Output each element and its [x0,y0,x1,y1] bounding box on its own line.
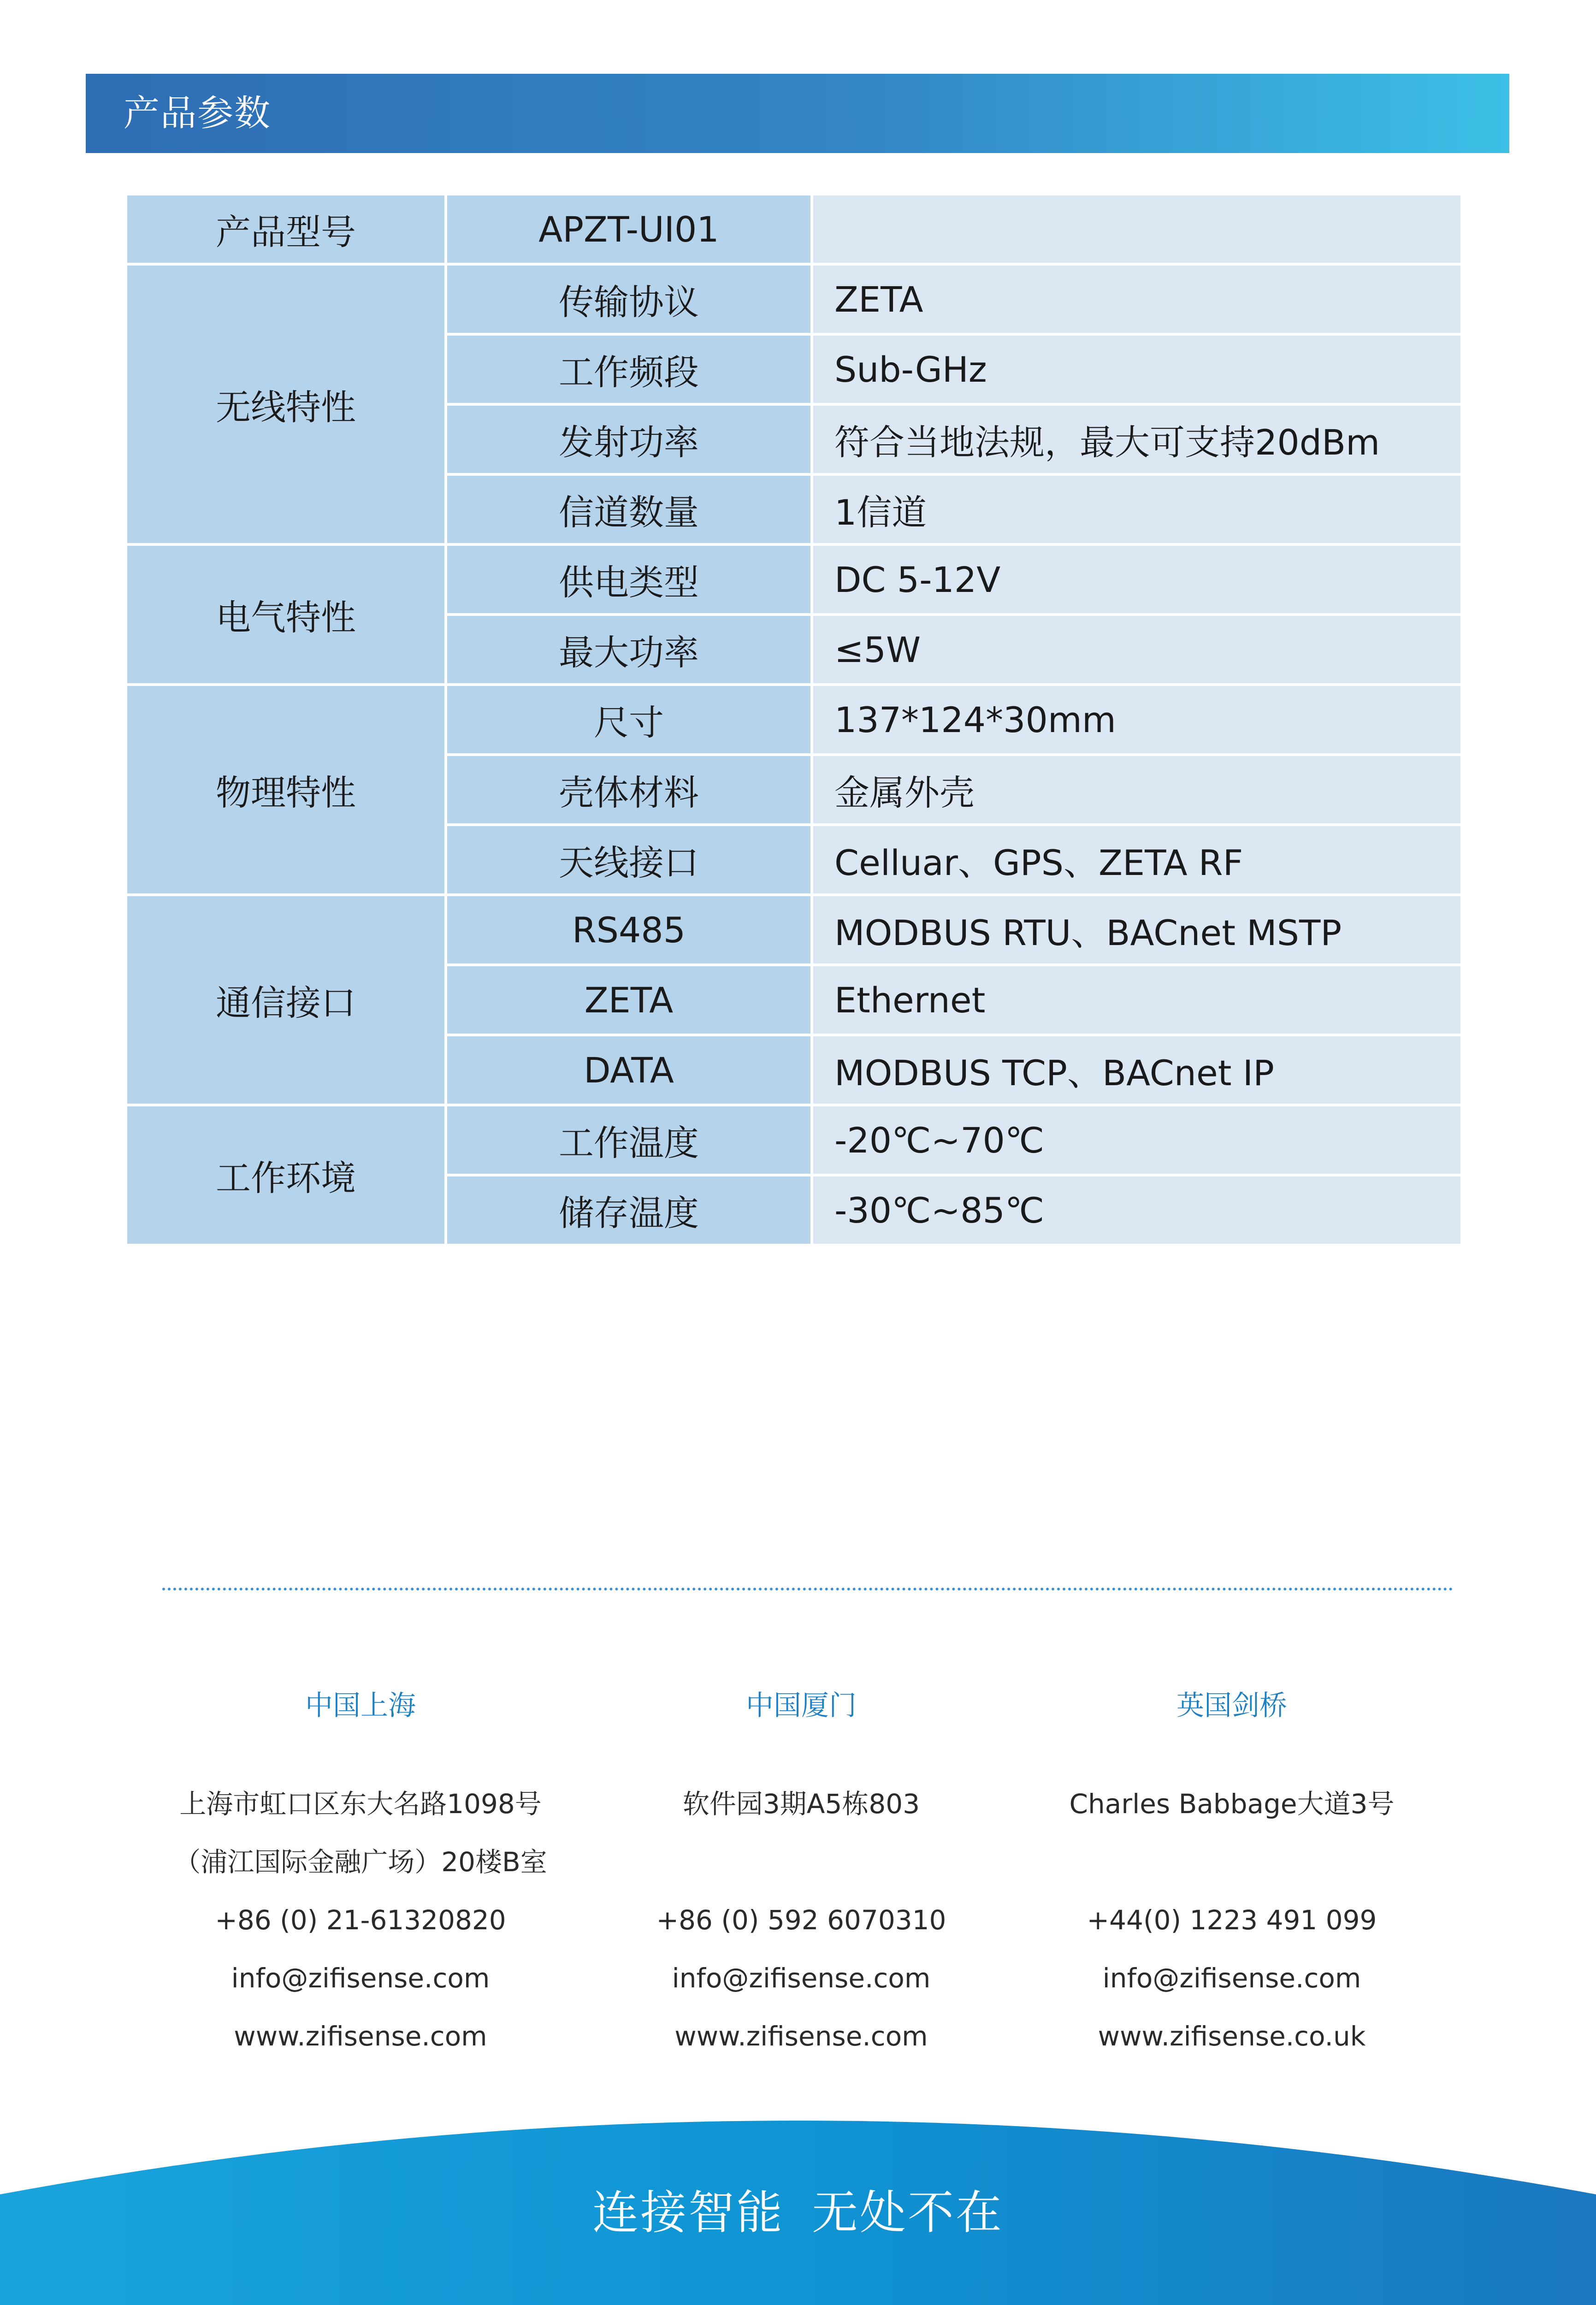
model-value: APZT-UI01 [446,194,812,264]
office-address-line2: （浦江国际金融广场）20楼B室 [174,1846,547,1878]
param-name: 发射功率 [446,404,812,474]
office-address-line1: 软件园3期A5栋803 [682,1788,920,1820]
office-phone: +86 (0) 592 6070310 [656,1904,946,1936]
group-label-interfaces: 通信接口 [126,895,446,1105]
slogan-part2: 无处不在 [812,2186,1004,2240]
model-extra [812,194,1462,264]
office-address-line2 [1001,1833,1462,1891]
section-title: 产品参数 [124,93,272,134]
param-name: 工作频段 [446,334,812,404]
group-label-environment: 工作环境 [126,1105,446,1245]
param-name: 壳体材料 [446,755,812,825]
office-cambridge [1001,1687,1462,2065]
param-name: 储存温度 [446,1175,812,1245]
table-row [126,685,1462,755]
office-address-line1: Charles Babbage大道3号 [1069,1788,1395,1820]
office-shanghai [130,1687,591,2065]
param-value: -30℃~85℃ [812,1175,1462,1245]
section-header-bar [86,74,1509,153]
param-name: 传输协议 [446,264,812,334]
param-value: 137*124*30mm [812,685,1462,755]
param-name: 供电类型 [446,544,812,615]
table-row [126,194,1462,264]
office-city: 英国剑桥 [1176,1690,1287,1722]
office-address-line2 [571,1833,1032,1891]
param-value: -20℃~70℃ [812,1105,1462,1175]
param-name: 天线接口 [446,825,812,895]
param-value: Ethernet [812,965,1462,1035]
param-name: 最大功率 [446,615,812,685]
param-value: MODBUS RTU、BACnet MSTP [812,895,1462,965]
group-label-electrical: 电气特性 [126,544,446,685]
table-row [126,1105,1462,1175]
table-row [126,264,1462,334]
office-address-line1: 上海市虹口区东大名路1098号 [179,1788,542,1820]
office-email[interactable]: info@zifisense.com [672,1962,931,1994]
param-value: Celluar、GPS、ZETA RF [812,825,1462,895]
office-phone: +86 (0) 21-61320820 [215,1904,506,1936]
param-value: Sub-GHz [812,334,1462,404]
office-email[interactable]: info@zifisense.com [1102,1962,1361,1994]
office-city: 中国厦门 [746,1690,857,1722]
param-name: RS485 [446,895,812,965]
param-value: 符合当地法规，最大可支持20dBm [812,404,1462,474]
param-name: ZETA [446,965,812,1035]
dotted-divider [162,1588,1453,1590]
param-value: 1信道 [812,474,1462,544]
param-name: 信道数量 [446,474,812,544]
office-email[interactable]: info@zifisense.com [231,1962,490,1994]
office-website[interactable]: www.zifisense.com [234,2021,487,2052]
param-name: 工作温度 [446,1105,812,1175]
group-label-physical: 物理特性 [126,685,446,895]
table-row [126,895,1462,965]
param-value: MODBUS TCP、BACnet IP [812,1035,1462,1105]
office-xiamen [571,1687,1032,2065]
param-value: ≤5W [812,615,1462,685]
office-website[interactable]: www.zifisense.com [674,2021,928,2052]
param-value: DC 5-12V [812,544,1462,615]
office-city: 中国上海 [305,1690,416,1722]
param-name: DATA [446,1035,812,1105]
footer-slogan [0,2176,1596,2250]
office-website[interactable]: www.zifisense.co.uk [1098,2021,1366,2052]
model-label: 产品型号 [126,194,446,264]
office-phone: +44(0) 1223 491 099 [1087,1904,1377,1936]
slogan-part1: 连接智能 [592,2186,784,2240]
param-name: 尺寸 [446,685,812,755]
group-label-wireless: 无线特性 [126,264,446,544]
spec-table [124,193,1463,1247]
table-row [126,544,1462,615]
param-value: 金属外壳 [812,755,1462,825]
param-value: ZETA [812,264,1462,334]
